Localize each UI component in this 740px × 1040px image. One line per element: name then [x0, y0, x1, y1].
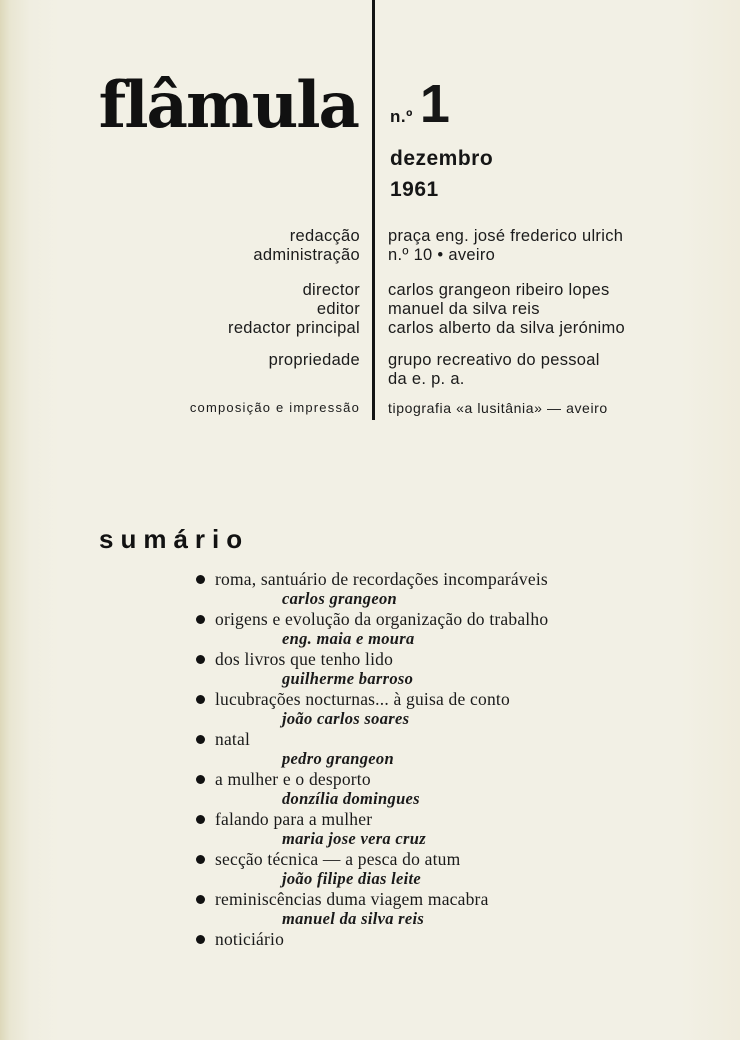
masthead-value-staff-names: carlos grangeon ribeiro lopes manuel da silva reis carlos alberto da silva jerónimo: [388, 281, 626, 337]
summary-item-author: joão carlos soares: [282, 709, 410, 728]
bullet-icon: [196, 695, 205, 704]
bullet-icon: [196, 615, 205, 624]
issue-number: 1: [419, 74, 450, 134]
summary-item-title: secção técnica — a pesca do atum: [215, 849, 461, 869]
summary-item: [196, 889, 676, 929]
summary-item-title: roma, santuário de recordações incomparáveis: [215, 569, 548, 589]
summary-item-author: joão filipe dias leite: [282, 869, 422, 888]
summary-item-title: dos livros que tenho lido: [215, 649, 394, 669]
masthead-value-owner: grupo recreativo do pessoal da e. p. a.: [388, 351, 600, 388]
bullet-icon: [196, 735, 205, 744]
masthead-label-impressao: composição e impressão: [189, 400, 360, 415]
summary-item: [196, 649, 676, 689]
summary-item-author: eng. maia e moura: [282, 629, 415, 648]
issue-number-block: [390, 74, 450, 134]
summary-item: [196, 609, 676, 649]
summary-item: [196, 729, 676, 769]
summary-item: [196, 849, 676, 889]
summary-item-author: pedro grangeon: [282, 749, 394, 768]
bullet-icon: [196, 575, 205, 584]
summary-item-title: reminiscências duma viagem macabra: [215, 889, 489, 909]
summary-item-title: falando para a mulher: [215, 809, 373, 829]
summary-item-author: guilherme barroso: [282, 669, 414, 688]
summary-item-title: a mulher e o desporto: [215, 769, 371, 789]
summary-item-title: lucubrações nocturnas... à guisa de conto: [215, 689, 510, 709]
issue-prefix: n.º: [390, 107, 413, 126]
vertical-divider-rule: [372, 0, 375, 420]
issue-month: dezembro: [390, 147, 494, 170]
issue-date: [390, 143, 493, 205]
summary-item: [196, 809, 676, 849]
masthead-label-staff: director editor redactor principal: [228, 281, 360, 337]
summary-item-author: donzília domingues: [282, 789, 420, 808]
masthead-value-printer: tipografia «a lusitânia» — aveiro: [388, 400, 608, 416]
summary-item-title: noticiário: [215, 929, 285, 949]
issue-year: 1961: [390, 178, 439, 201]
summary-list: [196, 569, 676, 949]
masthead-label-redaccao: redacção administração: [253, 227, 360, 264]
summary-item-author: manuel da silva reis: [282, 909, 425, 928]
summary-item-author: carlos grangeon: [282, 589, 397, 608]
summary-item-title: natal: [215, 729, 251, 749]
bullet-icon: [196, 895, 205, 904]
bullet-icon: [196, 775, 205, 784]
bullet-icon: [196, 815, 205, 824]
masthead-value-address: praça eng. josé frederico ulrich n.º 10 • aveiro: [388, 227, 624, 264]
summary-item: [196, 929, 676, 949]
summary-item: [196, 769, 676, 809]
summary-item: [196, 689, 676, 729]
magazine-title: flâmula: [98, 68, 358, 143]
bullet-icon: [196, 655, 205, 664]
summary-item-title: origens e evolução da organização do trabalho: [215, 609, 549, 629]
summary-item: [196, 569, 676, 609]
bullet-icon: [196, 855, 205, 864]
bullet-icon: [196, 935, 205, 944]
summary-heading: sumário: [99, 524, 250, 554]
masthead-label-propriedade: propriedade: [268, 351, 360, 369]
summary-item-author: maria jose vera cruz: [282, 829, 426, 848]
